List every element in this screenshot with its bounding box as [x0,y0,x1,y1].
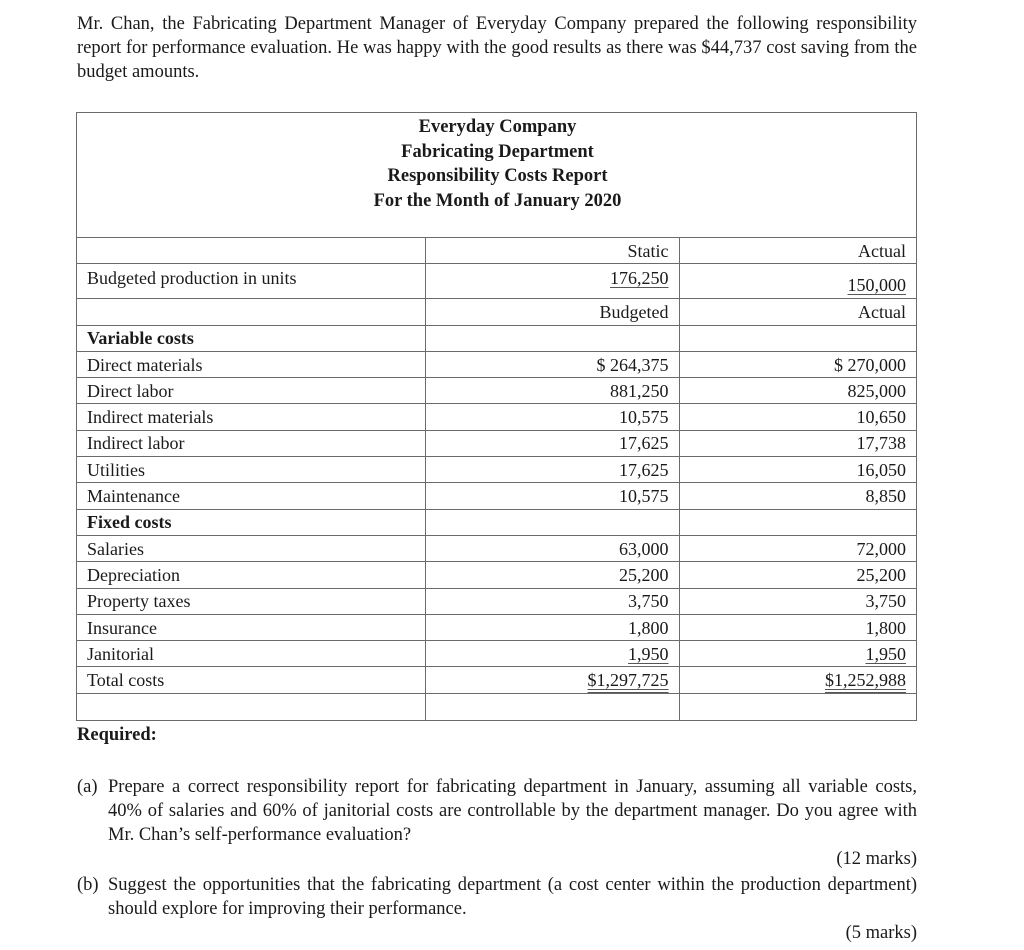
budgeted-value: 1,800 [426,614,679,640]
row-label: Indirect labor [77,430,426,456]
header-actual: Actual [679,238,916,264]
table-row [77,562,917,588]
table-row [77,378,917,404]
variable-costs-heading: Variable costs [77,325,426,351]
report-title [77,113,917,238]
header-actual-2: Actual [679,299,916,325]
table-row [77,535,917,561]
total-actual: $1,252,988 [825,670,906,691]
question-a-label: (a) [77,777,98,797]
budgeted-value: 17,625 [426,457,679,483]
actual-value: 1,800 [679,614,916,640]
row-label: Salaries [77,535,426,561]
responsibility-report-table [76,112,917,721]
table-row [77,457,917,483]
row-label: Depreciation [77,562,426,588]
row-label: Utilities [77,457,426,483]
table-row [77,614,917,640]
budgeted-value: 17,625 [426,430,679,456]
actual-value: $ 270,000 [679,351,916,377]
blank-row [77,693,917,720]
column-header-row-top [77,238,917,264]
units-row [77,264,917,299]
row-label: Property taxes [77,588,426,614]
actual-value: 10,650 [679,404,916,430]
table-row [77,430,917,456]
table-row [77,641,917,667]
question-b-label: (b) [77,875,99,895]
actual-value: 825,000 [679,378,916,404]
question-b-marks: (5 marks) [845,923,917,943]
budgeted-value: 3,750 [426,588,679,614]
question-a-text: Prepare a correct responsibility report for fabricating department in January, assuming all variable costs, 40% of salaries and 60% of janitorial costs are controllable by the department manager. Do you agree with Mr. Chan’s self-performance evaluation? [108,777,917,845]
actual-value: 16,050 [679,457,916,483]
header-budgeted: Budgeted [426,299,679,325]
intro-paragraph: Mr. Chan, the Fabricating Department Manager of Everyday Company prepared the following responsibility report for performance evaluation. He was happy with the good results as there was $44,737 cost saving from the budget amounts. [77,14,917,82]
actual-value: 25,200 [679,562,916,588]
actual-value: 17,738 [679,430,916,456]
row-label: Direct materials [77,351,426,377]
company-name: Everyday Company [418,117,577,137]
question-a [77,775,917,847]
actual-value: 3,750 [679,588,916,614]
budgeted-value: 10,575 [426,404,679,430]
report-name: Responsibility Costs Report [387,166,608,186]
department-name: Fabricating Department [401,141,594,162]
row-label: Insurance [77,614,426,640]
actual-value: 8,850 [679,483,916,509]
total-label: Total costs [77,667,426,693]
question-b [77,873,917,921]
table-row [77,588,917,614]
actual-value: 1,950 [865,643,906,664]
report-title-row [77,113,917,238]
row-label: Maintenance [77,483,426,509]
report-period: For the Month of January 2020 [373,190,622,211]
budgeted-value: 881,250 [426,378,679,404]
units-actual: 150,000 [847,275,906,296]
question-b-text: Suggest the opportunities that the fabricating department (a cost center within the production department) should explore for improving their performance. [108,875,917,919]
question-a-marks: (12 marks) [836,849,917,869]
budgeted-value: 1,950 [628,643,669,664]
required-heading: Required: [77,725,157,745]
row-label: Indirect materials [77,404,426,430]
header-static: Static [426,238,679,264]
fixed-costs-heading: Fixed costs [77,509,426,535]
budgeted-value: 63,000 [426,535,679,561]
budgeted-value: 25,200 [426,562,679,588]
row-label: Direct labor [77,378,426,404]
row-label: Janitorial [77,641,426,667]
table-row [77,404,917,430]
table-row [77,351,917,377]
budgeted-value: 10,575 [426,483,679,509]
table-row [77,483,917,509]
units-label: Budgeted production in units [77,264,426,299]
section-heading-row [77,325,917,351]
budgeted-value: $ 264,375 [426,351,679,377]
total-budgeted: $1,297,725 [587,670,669,691]
actual-value: 72,000 [679,535,916,561]
total-row [77,667,917,693]
column-header-row-bottom [77,299,917,325]
units-static: 176,250 [610,268,669,289]
section-heading-row [77,509,917,535]
